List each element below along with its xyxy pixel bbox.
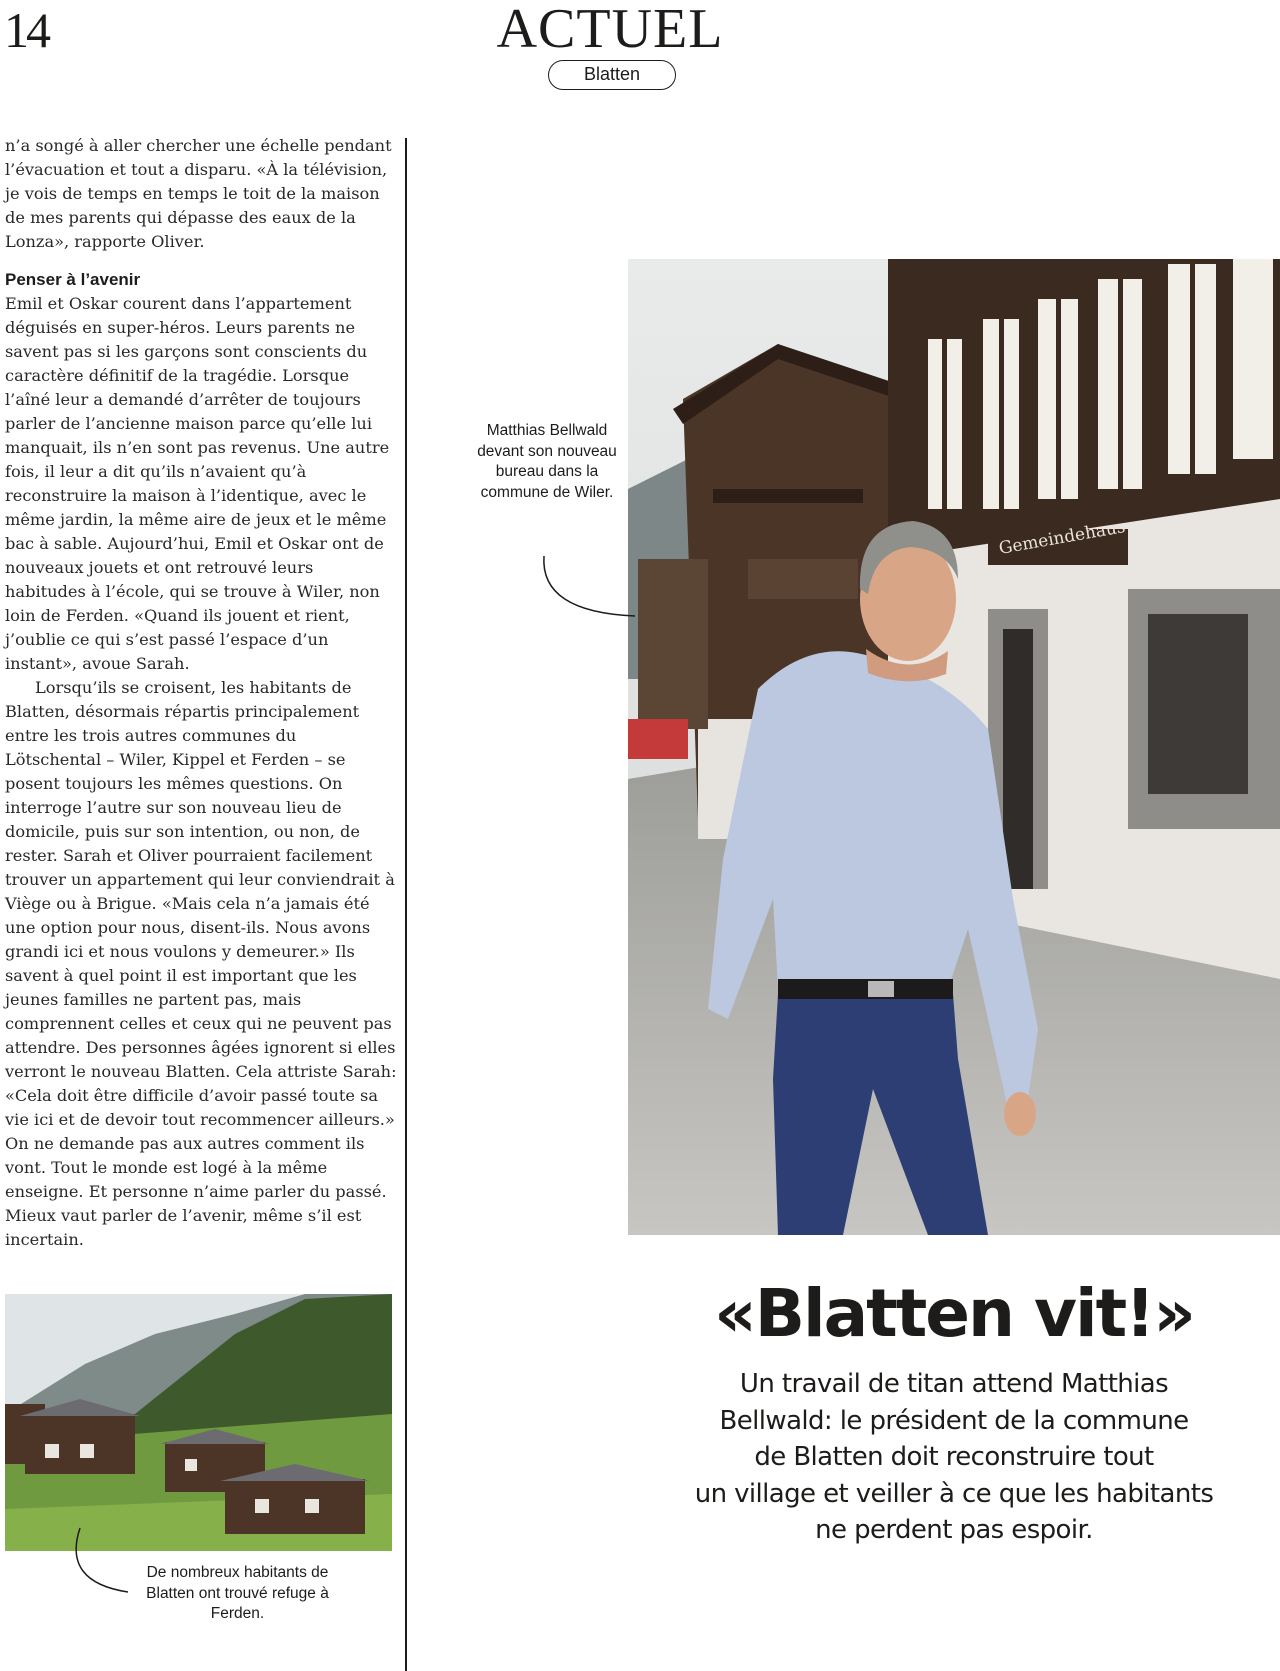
village-illustration: [5, 1294, 392, 1551]
portrait-photo: [628, 259, 1280, 1235]
body-paragraph: Lorsqu’ils se croisent, les habitants de Blatten, désormais répartis principalement entre les trois autres communes du Lötschental – Wiler, Kippel et Ferden – se posent toujours les mêmes questions. On interroge l’autre sur son nouveau lieu de domicile, puis sur son intention, ou non, de rester. Sarah et Oliver pourraient facilement trouver un appartement qui leur conviendrait à Viège ou à Brigue. «Mais cela n’a jamais été une option pour nous, disent-ils. Nous avons grandi ici et nous voulons y demeurer.» Ils savent à quel point il est important que les jeunes familles ne partent pas, mais comprennent celles et ceux qui ne peuvent pas attendre. Des personnes âgées ignorent si elles verront le nouveau Blatten. Cela attriste Sarah: «Cela doit être difficile d’avoir passé toute sa vie ici et de devoir tout recommencer ailleurs.» On ne demande pas aux autres comment ils vont. Tout le monde est logé à la même enseigne. Et personne n’aime parler du passé. Mieux vaut parler de l’avenir, même s’il est incertain.: [5, 678, 397, 1249]
lede-line: Un travail de titan attend Matthias: [739, 1369, 1169, 1399]
building-sign: Gemeindehaus: [997, 517, 1127, 559]
lede-line: un village et veiller à ce que les habitants: [694, 1478, 1214, 1509]
feature-headline: «Blatten vit!»: [714, 1275, 1194, 1352]
subheading: Penser à l’avenir: [5, 270, 141, 289]
column-divider: [405, 138, 407, 1671]
page-number: 14: [4, 2, 48, 58]
village-photo: [5, 1294, 392, 1551]
caption-pointer-main: [540, 552, 640, 624]
lede-line: de Blatten doit reconstruire tout: [754, 1442, 1154, 1472]
article-column: [5, 134, 397, 1252]
topic-tag[interactable]: Blatten: [548, 60, 676, 90]
portrait-illustration: [628, 259, 1280, 1235]
feature-lede: [628, 1366, 1280, 1549]
photo-caption-small: De nombreux habitants de Blatten ont trouvé refuge à Ferden.: [146, 1564, 329, 1622]
section-title: ACTUEL: [496, 0, 724, 60]
caption-pointer-small: [66, 1526, 136, 1596]
lede-line: ne perdent pas espoir.: [815, 1515, 1093, 1545]
body-paragraph: n’a songé à aller chercher une échelle pendant l’évacuation et tout a disparu. «À la télévision, je vois de temps en temps le toit de la maison de mes parents qui dépasse des eaux de la Lonza», rapporte Oliver.: [5, 136, 392, 251]
photo-caption-main: Matthias Bellwald devant son nouveau bureau dans la commune de Wiler.: [477, 422, 617, 501]
lede-line: Bellwald: le président de la commune: [719, 1405, 1189, 1436]
body-paragraph: Emil et Oskar courent dans l’appartement déguisés en super-héros. Leurs parents ne savent pas si les garçons sont conscients du caractère définitif de la tragédie. Lorsque l’aîné leur a demandé d’arrêter de toujours parler de l’ancienne maison parce qu’elle lui manquait, ils n’en sont pas revenus. Une autre fois, il leur a dit qu’ils n’avaient qu’à reconstruire la maison à l’identique, avec le même jardin, la même aire de jeux et le même bac à sable. Aujourd’hui, Emil et Oskar ont de nouveaux jouets et ont retrouvé leurs habitudes à l’école, qui se trouve à Wiler, non loin de Ferden. «Quand ils jouent et rient, j’oublie ce qui s’est passé l’espace d’un instant», avoue Sarah.: [5, 294, 390, 673]
